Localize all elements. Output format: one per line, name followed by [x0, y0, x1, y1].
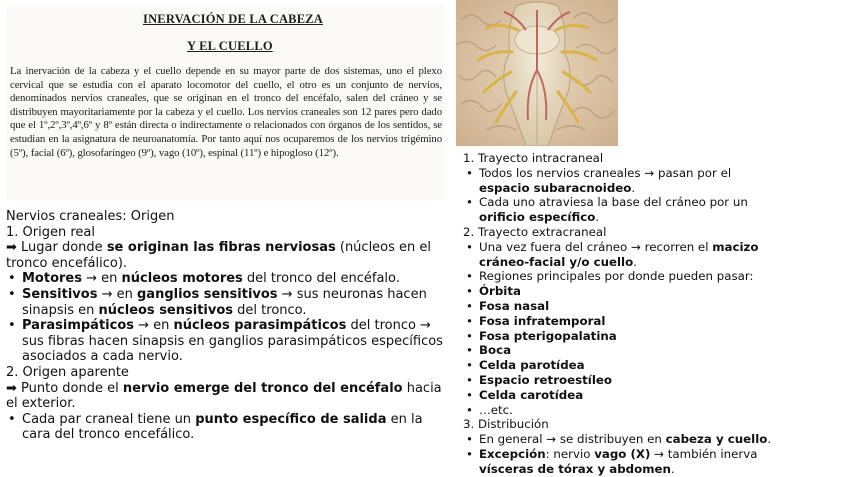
- text-span: Cada uno atraviesa la base del cráneo por un: [479, 195, 748, 210]
- list-item-parasimpaticos: [6, 318, 452, 365]
- text-span: Una vez fuera del cráneo → recorren el: [479, 239, 713, 254]
- text-span: .: [633, 254, 637, 269]
- bold-span: Excepción: [479, 446, 546, 461]
- bold-span: nervio emerge del tronco del encéfalo: [122, 380, 403, 396]
- text-span: ➡ Punto donde el: [6, 380, 123, 396]
- text-span: : nervio: [545, 446, 595, 461]
- list-item-region: [463, 343, 783, 358]
- scan-title-line1: INERVACIÓN DE LA CABEZA: [143, 12, 324, 26]
- text-span: → en: [134, 318, 174, 334]
- text-span: …etc.: [479, 402, 513, 417]
- text-span: .: [595, 210, 600, 225]
- bold-span: se originan las fibras nerviosas: [106, 240, 336, 256]
- left-column: [6, 209, 452, 443]
- text-span: .: [631, 180, 636, 195]
- distribucion-list: [463, 432, 783, 476]
- region-label: Celda parotídea: [479, 358, 585, 373]
- text-span: → sus neuronas hacen sinapsis en: [22, 286, 427, 318]
- text-span: → también inerva: [650, 446, 758, 461]
- list-item: [463, 166, 783, 196]
- list-item-region: [463, 358, 783, 373]
- text-span: .: [670, 461, 675, 476]
- bold-span: cabeza y cuello: [665, 432, 768, 447]
- scan-title-line2: Y EL CUELLO: [187, 39, 273, 53]
- subheading-text: 1. Trayecto intracraneal: [463, 151, 604, 165]
- list-item: [463, 403, 783, 418]
- origen-aparente-description: [6, 381, 452, 412]
- bold-span: vago (X): [594, 446, 651, 461]
- text-span: ➡ Lugar donde: [6, 240, 107, 256]
- text-span: Cada par craneal tiene un: [22, 411, 196, 427]
- scan-paragraph: La inervación de la cabeza y el cuello depende en su mayor parte de dos sistemas, uno el plexo cervical que se estudia con el aparato locomotor del cuello, el otro es un conjunto de nervios, denominados nervios craneales, que se originan en el tronco del encéfalo, salen del cráneo y se distribuyen mayoritariamente por la cabeza y el cuello. Los nervios craneales son 12 pares pero dado que el 1º,2º,3º,4º,6º y 8º están directa o indirectamente o relacionados con órganos de los sentidos, se estudian en la asignatura de neuroanatomía. Por tanto aquí nos ocuparemos de los nervios trigémino (5º), facial (6º), glosofaríngeo (9º), vago (10º), espinal (11º) e hipogloso (12º).: [10, 65, 442, 159]
- list-item-sensitivos: [6, 287, 452, 318]
- text-span: del tronco → sus fibras hacen sinapsis en ganglios parasimpáticos específicos asociados a cada nervio.: [22, 318, 443, 365]
- text-span: Regiones principales por donde pueden pasar:: [479, 269, 754, 284]
- region-label: Boca: [479, 343, 512, 358]
- region-label: Fosa infratemporal: [479, 313, 606, 328]
- subheading-trayecto-intracraneal: [463, 151, 783, 166]
- region-label: Espacio retroestíleo: [479, 372, 612, 387]
- bold-span: espacio subaracnoideo: [479, 180, 632, 195]
- list-item-punto-salida: [6, 412, 452, 443]
- list-item-region: [463, 284, 783, 299]
- text-span: → en: [97, 286, 137, 302]
- text-span: En general → se distribuyen en: [479, 432, 666, 447]
- bold-span: vísceras de tórax y abdomen: [479, 461, 671, 476]
- bold-span: ganglios sensitivos: [136, 286, 278, 302]
- region-label: Fosa pterigopalatina: [479, 328, 617, 343]
- text-span: hacia el exterior.: [6, 380, 442, 412]
- subheading-origen-aparente-text: 2. Origen aparente: [6, 364, 129, 380]
- section-heading: [6, 209, 452, 225]
- list-item-region: [463, 314, 783, 329]
- subheading-text: 2. Trayecto extracraneal: [463, 224, 607, 239]
- bold-span: núcleos motores: [121, 271, 243, 287]
- bold-span: núcleos parasimpáticos: [173, 318, 347, 334]
- text-span: del tronco del encéfalo.: [242, 271, 400, 287]
- text-span: .: [767, 432, 772, 447]
- origen-real-description: [6, 240, 452, 271]
- list-item: [463, 240, 783, 270]
- list-item: [463, 195, 783, 225]
- brainstem-photo: [456, 0, 618, 146]
- text-span: → en: [81, 271, 122, 287]
- section-heading-text: Nervios craneales: Origen: [6, 209, 175, 224]
- list-item: [463, 432, 783, 447]
- region-label: Celda carotídea: [479, 387, 584, 402]
- list-item-region: [463, 329, 783, 344]
- intracraneal-list: [463, 166, 783, 225]
- subheading-origen-aparente: [6, 365, 452, 381]
- list-item-region: [463, 299, 783, 314]
- bold-span: macizo cráneo-facial y/o cuello: [479, 239, 759, 269]
- list-item-region: [463, 373, 783, 388]
- origen-real-list: [6, 271, 452, 365]
- subheading-origen-real-text: 1. Origen real: [6, 224, 95, 240]
- list-item-region: [463, 388, 783, 403]
- text-span: del tronco.: [233, 302, 307, 318]
- bold-span: núcleos sensitivos: [98, 302, 234, 318]
- list-item-motores: [6, 271, 452, 287]
- text-span: (núcleos en el tronco encefálico).: [6, 240, 432, 271]
- right-column: [463, 151, 783, 477]
- region-label: Fosa nasal: [479, 298, 550, 313]
- subheading-origen-real: [6, 225, 452, 241]
- bold-span: punto específico de salida: [195, 411, 387, 427]
- subheading-text: 3. Distribución: [463, 417, 549, 432]
- list-item: [463, 447, 783, 477]
- subheading-trayecto-extracraneal: [463, 225, 783, 240]
- origen-aparente-list: [6, 412, 452, 443]
- bold-span: Sensitivos: [22, 286, 98, 302]
- text-span: Todos los nervios craneales → pasan por el: [479, 165, 732, 180]
- bold-span: Parasimpáticos: [22, 318, 134, 334]
- bold-span: Motores: [22, 271, 82, 287]
- extracraneal-list: [463, 240, 783, 418]
- text-span: en la cara del tronco encefálico.: [22, 411, 423, 443]
- scanned-text-image: [6, 4, 444, 200]
- list-item: [463, 269, 783, 284]
- subheading-distribucion: [463, 417, 783, 432]
- region-label: Órbita: [479, 284, 521, 299]
- bold-span: orificio específico: [479, 210, 596, 225]
